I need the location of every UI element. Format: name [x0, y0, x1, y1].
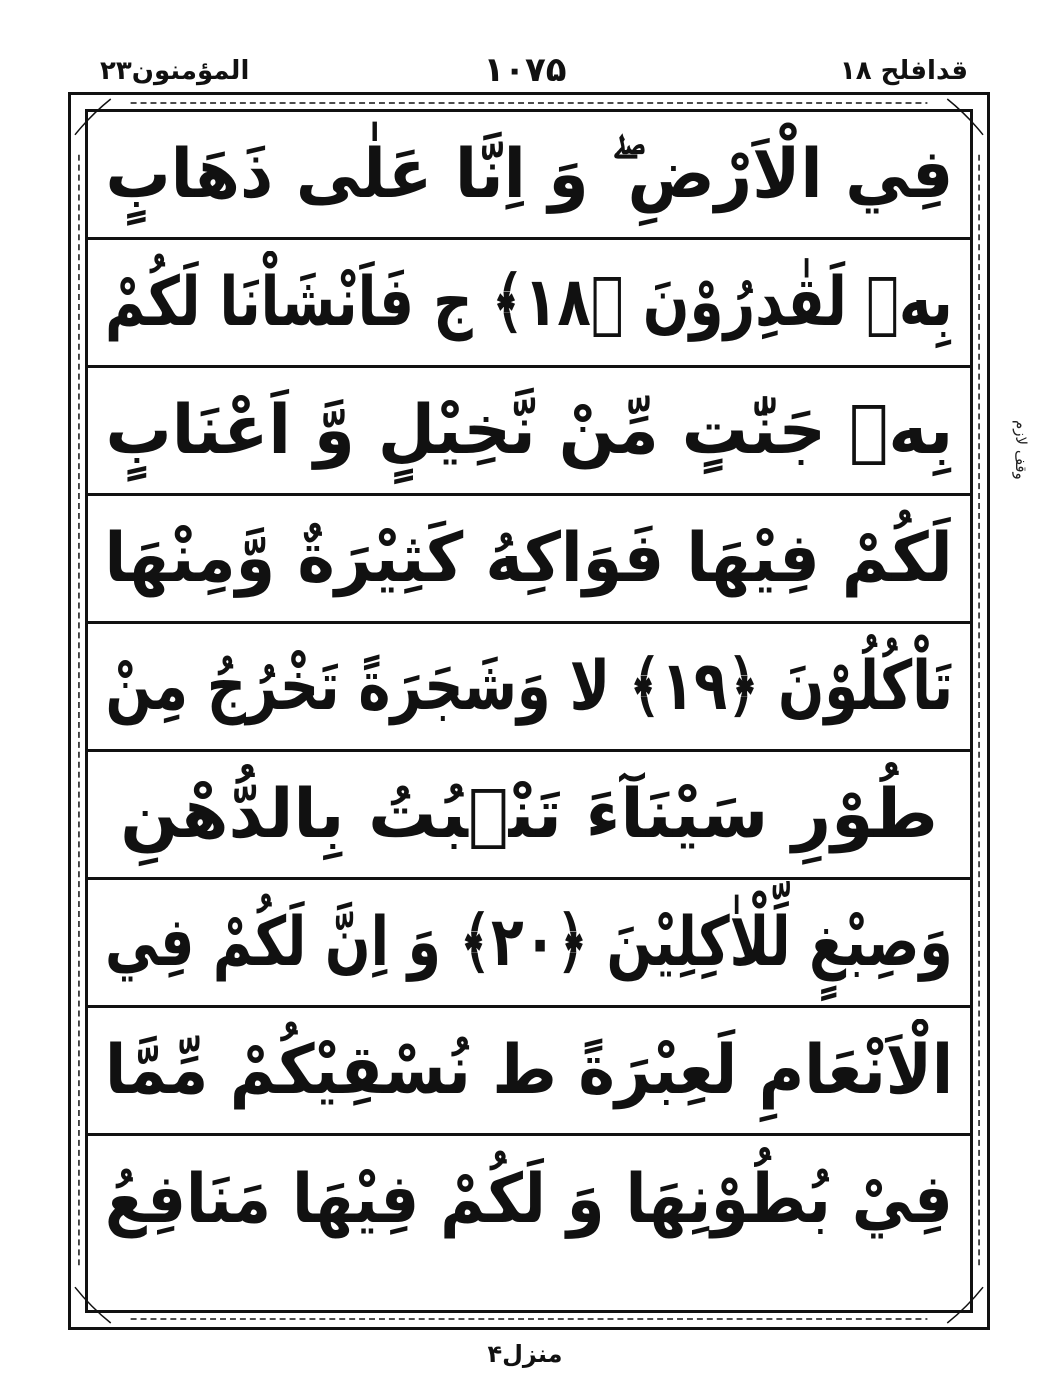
margin-note: وقف لازم [1012, 420, 1030, 480]
page-border [68, 92, 990, 1330]
verse-line: تَاْكُلُوْنَ ﴿۱۹﴾ لا وَشَجَرَةً تَخْرُجُ مِنْ [85, 624, 973, 752]
verse-lines [85, 109, 973, 1313]
verse-line: الْاَنْعَامِ لَعِبْرَةً ط نُسْقِيْكُمْ مِّمَّا [85, 1008, 973, 1136]
manzil-label: منزل۴ [487, 1340, 563, 1368]
verse-line: بِهٖ لَقٰدِرُوْنَ ﴿۱۸﴾ ج فَاَنْشَاْنَا لَكُمْ [85, 240, 973, 368]
verse-line: وَصِبْغٍ لِّلْاٰكِلِيْنَ ﴿۲۰﴾ وَ اِنَّ لَكُمْ فِي [85, 880, 973, 1008]
juz-label: قدافلح ۱۸ [839, 56, 968, 86]
surah-label: المؤمنون۲۳ [100, 56, 250, 86]
verse-line: طُوْرِ سَيْنَآءَ تَنْۢبُتُ بِالدُّهْنِ [85, 752, 973, 880]
verse-line: بِهٖ جَنّٰتٍ مِّنْ نَّخِيْلٍ وَّ اَعْنَابٍ [85, 368, 973, 496]
verse-line: لَكُمْ فِيْهَا فَوَاكِهُ كَثِيْرَةٌ وَّمِنْهَا [85, 496, 973, 624]
page-number: ۱۰۷۵ [483, 50, 567, 90]
verse-line: فِيْ بُطُوْنِهَا وَ لَكُمْ فِيْهَا مَنَافِعُ [105, 1160, 953, 1239]
verse-line: فِي الْاَرْضِ ۖ وَ اِنَّا عَلٰى ذَهَابٍ [85, 112, 973, 240]
